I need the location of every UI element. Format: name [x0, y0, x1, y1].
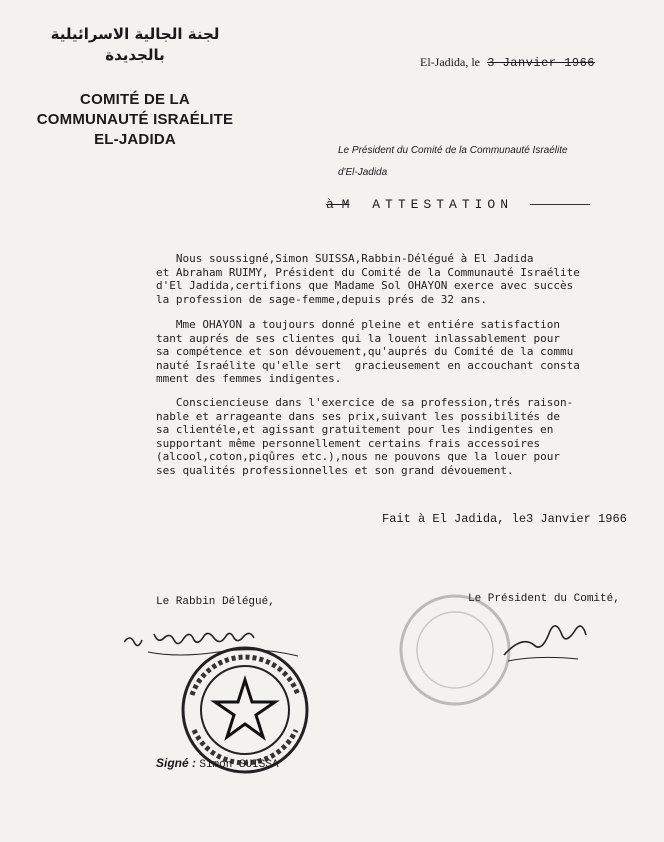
signed-prefix: Signé :: [156, 756, 197, 770]
president-header-line2: d'El-Jadida: [338, 167, 388, 178]
body-paragraph-1: Nous soussigné,Simon SUISSA,Rabbin-Délégué à El Jadida et Abraham RUIMY, Président du Comité de la Communauté Israélite d'El Jadida,certifions que Madame Sol OHAYON exerce avec succès la profession de sage-femme,depuis prés de 32 ans.: [156, 252, 580, 306]
body-paragraph-2: Mme OHAYON a toujours donné pleine et entiére satisfaction tant auprés de ses clientes qui la louent inlassablement pour sa compétence et son dévouement,qu'auprés du Comité de la commu nauté Israélite qu'elle sert gracieusement en accouchant consta mment des femmes indigentes.: [156, 318, 580, 385]
attestation-struck-prefix: à M: [326, 197, 350, 212]
date-struck: 3 Janvier 1966: [487, 56, 596, 70]
letterhead-french-line2: COMMUNAUTÉ ISRAÉLITE: [36, 111, 234, 128]
president-header-line1: Le Président du Comité de la Communauté Israélite: [338, 145, 568, 156]
letterhead-french-line1: COMITÉ DE LA: [80, 91, 190, 108]
letterhead-french: [18, 90, 252, 150]
attestation-title-text: ATTESTATION: [372, 197, 514, 212]
body-paragraph-3: Consciencieuse dans l'exercice de sa profession,trés raison- nable et arrageante dans ses prix,suivant les possibilités de sa clientéle,et agissant gratuitement pour les indigentes en supportant même personnellement certains frais accessoires (alcool,coton,piqûres etc.),nous ne pouvons que la louer pour ses qualités professionnelles et son grand dévouement.: [156, 396, 574, 477]
letterhead-arabic-line2: بالجديدة: [105, 46, 165, 64]
president-handwritten-signature: [500, 615, 590, 665]
president-signature-label: Le Président du Comité,: [468, 593, 620, 605]
letterhead-arabic: [20, 24, 250, 66]
letterhead-arabic-line1: لجنة الجالية الاسرائيلية: [50, 25, 220, 43]
president-header: [338, 140, 638, 184]
date-line: [420, 55, 595, 70]
rabbin-signature-label: Le Rabbin Délégué,: [156, 596, 275, 608]
letterhead-french-line3: EL-JADIDA: [94, 131, 176, 148]
signed-by-line: [156, 756, 279, 771]
attestation-rule: [530, 204, 590, 205]
attestation-title: [326, 197, 590, 212]
date-place: El-Jadida, le: [420, 55, 480, 69]
closing-fait: Fait à El Jadida, le3 Janvier 1966: [382, 512, 627, 526]
signed-name: Simon SUISSA: [199, 759, 279, 771]
